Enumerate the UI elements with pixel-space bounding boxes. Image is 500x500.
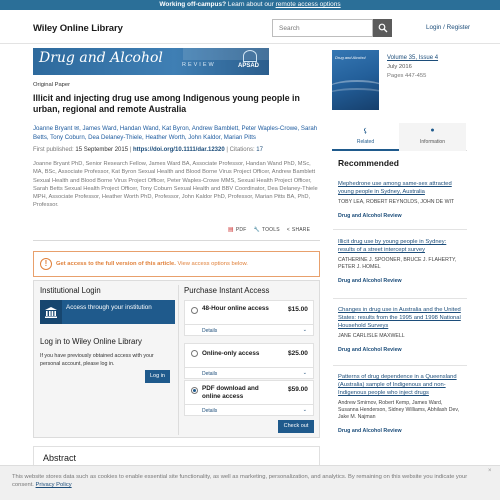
share-label: SHARE bbox=[291, 226, 311, 233]
option-radio-selected[interactable] bbox=[191, 387, 198, 394]
institution-button-label: Access through your institution bbox=[66, 304, 152, 311]
purchase-heading: Purchase Instant Access bbox=[184, 286, 270, 295]
purchase-option[interactable] bbox=[184, 380, 314, 416]
society-label: APSAD bbox=[238, 63, 260, 69]
article-tools bbox=[228, 226, 310, 233]
close-icon[interactable]: × bbox=[488, 468, 492, 474]
notice-text bbox=[56, 261, 248, 267]
option-price: $25.00 bbox=[288, 350, 308, 357]
citations-label: Citations: bbox=[229, 147, 257, 153]
recommended-item bbox=[338, 373, 463, 434]
cookie-text-block bbox=[12, 473, 482, 489]
purchase-option[interactable] bbox=[184, 300, 314, 336]
details-label: Details bbox=[202, 328, 218, 334]
access-panel bbox=[33, 280, 320, 438]
tools-label: TOOLS bbox=[261, 226, 280, 233]
log-in-button[interactable]: Log in bbox=[145, 370, 170, 383]
site-header bbox=[0, 10, 500, 44]
wol-login-heading: Log in to Wiley Online Library bbox=[40, 337, 142, 346]
recommended-item bbox=[338, 238, 463, 284]
column-divider bbox=[178, 285, 179, 435]
recommended-authors: Andrew Smirnov, Robert Kemp, James Ward, Susanna Henderson, Sidney Williams, Abhilash Dev, Jake M. Najman bbox=[338, 400, 460, 420]
option-details-toggle[interactable] bbox=[185, 367, 313, 378]
doi-link[interactable]: https://doi.org/10.1111/dar.12320 bbox=[132, 147, 225, 153]
recommended-journal-link[interactable]: Drug and Alcohol Review bbox=[338, 278, 402, 284]
pdf-label: PDF bbox=[235, 226, 247, 233]
recommended-item bbox=[338, 180, 463, 219]
banner-text: Learn about our bbox=[226, 1, 276, 8]
notice-bold: Get access to the full version of this article. bbox=[56, 261, 176, 267]
journal-cover-image[interactable] bbox=[332, 50, 379, 110]
issue-date: July 2016 bbox=[387, 64, 412, 70]
institution-icon bbox=[40, 300, 62, 324]
institutional-login-heading: Institutional Login bbox=[40, 286, 101, 295]
wol-login-text: If you have previously obtained access with your personal account, please log in. bbox=[40, 353, 154, 367]
cover-title: Drug and Alcohol bbox=[335, 55, 366, 60]
option-price: $15.00 bbox=[288, 306, 308, 313]
citations-count[interactable]: 17 bbox=[256, 147, 263, 153]
details-label: Details bbox=[202, 408, 218, 414]
checkout-button[interactable]: Check out bbox=[278, 420, 314, 433]
divider bbox=[33, 240, 320, 241]
tab-label: Information bbox=[419, 139, 445, 145]
recommended-journal-link[interactable]: Drug and Alcohol Review bbox=[338, 347, 402, 353]
search-input[interactable]: Search bbox=[272, 19, 373, 37]
recommended-title-link[interactable]: Illicit drug use by young people in Sydney: results of a street intercept survey bbox=[338, 239, 447, 253]
first-published-label: First published: bbox=[33, 147, 76, 153]
divider bbox=[333, 365, 467, 366]
option-label: Online-only access bbox=[202, 350, 260, 357]
option-radio[interactable] bbox=[191, 350, 198, 357]
recommended-heading: Recommended bbox=[338, 158, 399, 168]
chevron-down-icon: ⌄ bbox=[302, 327, 307, 333]
divider bbox=[333, 229, 467, 230]
divider bbox=[333, 298, 467, 299]
cookie-text: This website stores data such as cookies to enable essential site functionality, as well as marketing, personalization, and analytics. By remaining on this website you indicate your consent. bbox=[12, 474, 468, 488]
publication-info bbox=[33, 147, 263, 153]
recommended-title-link[interactable]: Mephedrone use among same-sex attracted young people in Sydney, Australia bbox=[338, 181, 452, 195]
option-radio[interactable] bbox=[191, 307, 198, 314]
abstract-heading: Abstract bbox=[43, 453, 77, 463]
share-button[interactable] bbox=[287, 226, 310, 233]
recommended-journal-link[interactable]: Drug and Alcohol Review bbox=[338, 428, 402, 434]
option-label: PDF download and online access bbox=[202, 385, 259, 400]
info-icon: ! bbox=[40, 258, 52, 270]
details-label: Details bbox=[202, 371, 218, 377]
view-access-options-link[interactable]: View access options below. bbox=[175, 261, 248, 267]
author-list[interactable]: Joanne Bryant ✉, James Ward, Handan Wand, Kat Byron, Andrew Bamblett, Peter Waples-Crowe, Sarah Betts, Tony Coburn, Dea Delaney-Thiele, Heather Worth, John Kaldor, Marian Pitts bbox=[33, 125, 318, 141]
remote-access-banner bbox=[0, 0, 500, 10]
privacy-policy-link[interactable]: Privacy Policy bbox=[35, 482, 72, 488]
journal-review-label: REVIEW bbox=[182, 62, 216, 68]
wiley-logo[interactable]: Wiley Online Library bbox=[33, 23, 123, 34]
banner-bold: Working off-campus? bbox=[159, 1, 227, 8]
share-icon: < bbox=[286, 226, 290, 233]
tab-label: Related bbox=[356, 139, 375, 145]
tools-button[interactable] bbox=[253, 226, 279, 233]
cover-decoration bbox=[332, 88, 379, 106]
recommended-authors: CATHERINE J. SPOONER, BRUCE J. FLAHERTY, PETER J. HOMEL bbox=[338, 257, 457, 270]
pdf-button[interactable] bbox=[228, 226, 246, 233]
tab-information[interactable] bbox=[399, 123, 466, 151]
related-icon: ⚸ bbox=[362, 128, 369, 135]
tab-related[interactable] bbox=[332, 123, 399, 151]
recommended-title-link[interactable]: Patterns of drug dependence in a Queensland (Australia) sample of Indigenous and non-Indigenous people who inject drugs bbox=[338, 374, 457, 396]
first-published-date: 15 September 2015 bbox=[75, 147, 129, 153]
wrench-icon: 🔧 bbox=[253, 226, 260, 233]
recommended-authors: TOBY LEA, ROBERT REYNOLDS, JOHN DE WIT bbox=[338, 199, 455, 205]
apsad-logo-icon bbox=[243, 50, 257, 62]
institution-access-button[interactable] bbox=[40, 300, 175, 324]
purchase-option[interactable] bbox=[184, 343, 314, 379]
journal-banner[interactable] bbox=[33, 48, 269, 75]
recommended-journal-link[interactable]: Drug and Alcohol Review bbox=[338, 213, 402, 219]
option-details-toggle[interactable] bbox=[185, 404, 313, 415]
search-icon bbox=[378, 23, 388, 33]
separator: | bbox=[129, 147, 133, 153]
cookie-consent-bar bbox=[0, 465, 500, 500]
option-label: 48-Hour online access bbox=[202, 305, 269, 312]
information-icon: ● bbox=[430, 127, 435, 134]
chevron-down-icon: ⌄ bbox=[302, 370, 307, 376]
option-details-toggle[interactable] bbox=[185, 324, 313, 335]
remote-access-link[interactable]: remote access options bbox=[275, 1, 341, 8]
option-price: $59.00 bbox=[288, 386, 308, 393]
recommended-title-link[interactable]: Changes in drug use in Australia and the United States: results from the 1995 and 1998 National Household Surveys bbox=[338, 307, 461, 329]
issue-pages: Pages 447-455 bbox=[387, 73, 427, 79]
author-affiliations: Joanne Bryant PhD, Senior Research Fellow, James Ward BA, Associate Professor, Handan Wand PhD, MSc, MA, BSc, Associate Professor, Kat Byron Sexual Health and Blood Borne Virus Project Officer, Andrew Bamblett Sexual Health and Blood Borne Virus Project Officer, Peter Waples-Crowe MMS, Sexual Health Project Officer, Sarah Betts Sexual Health Project Officer, Tony Coburn Sexual Health and BBV Coordinator, Dea Delaney-Thiele MPH, Associate Professor, Heather Worth PhD, Professor, John Kaldor PhD, Professor, Marian Pitts BA, PhD, Professor. bbox=[33, 161, 318, 209]
recommended-authors: JANE CARLISLE MAXWELL bbox=[338, 333, 405, 339]
pdf-icon: ▤ bbox=[228, 227, 234, 233]
chevron-down-icon: ⌄ bbox=[302, 407, 307, 413]
access-notice bbox=[33, 251, 320, 277]
separator: | bbox=[226, 147, 230, 153]
search-button[interactable] bbox=[373, 19, 392, 37]
login-register-link[interactable]: Login / Register bbox=[426, 24, 471, 31]
issue-link[interactable]: Volume 35, Issue 4 bbox=[387, 55, 439, 61]
recommended-item bbox=[338, 306, 463, 353]
article-type: Original Paper bbox=[33, 82, 71, 88]
journal-title: Drug and Alcohol bbox=[39, 50, 163, 66]
article-title: Illicit and injecting drug use among Indigenous young people in urban, regional and remote Australia bbox=[33, 93, 300, 114]
sidebar-tabs bbox=[332, 123, 467, 151]
